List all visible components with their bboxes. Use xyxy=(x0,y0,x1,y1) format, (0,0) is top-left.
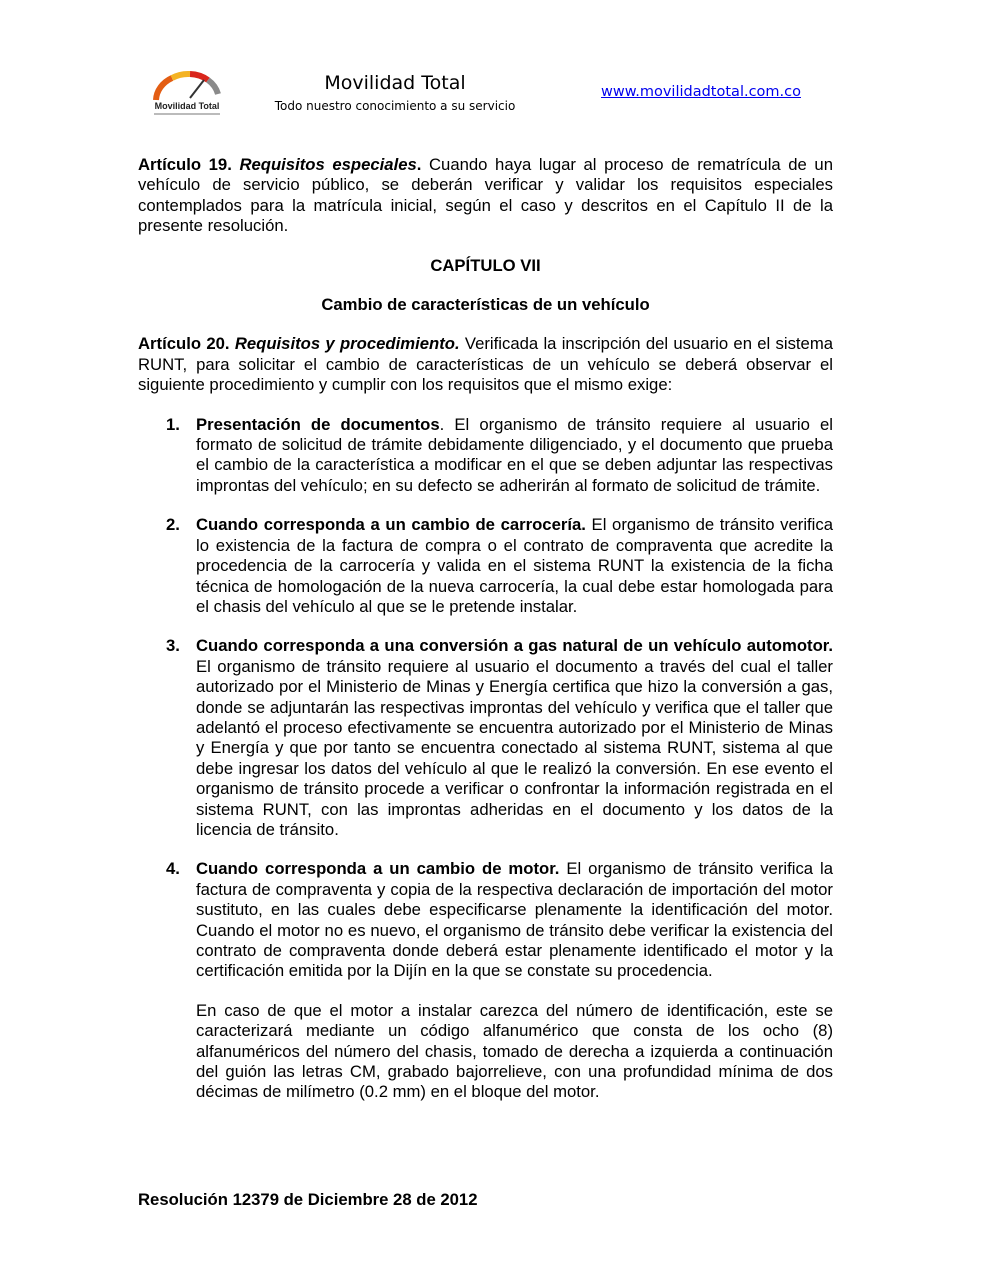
list-item-text: El organismo de tránsito verifica lo existencia de la factura de compra o el contrato de compraventa que acredite la procedencia de la carrocería y valida en el sistema RUNT la existencia de la ficha técnica de homologación de la nueva carrocería, la cual debe estar homologada para el chasis del vehículo al que se le pretende instalar. xyxy=(196,515,833,616)
article-20 xyxy=(138,334,833,395)
article-20-title: Requisitos y procedimiento. xyxy=(234,334,460,354)
article-19: Artículo 19. Requisitos especiales. Cuando haya lugar al proceso de rematrícula de un vehículo de servicio público, se deberán verificar y validar los requisitos especiales contemplados para la matrícula inicial, según el caso y descritos en el Capítulo II de la presente resolución. xyxy=(138,155,833,236)
chapter-title: CAPÍTULO VII xyxy=(430,255,541,275)
header-title: Movilidad Total xyxy=(324,72,466,94)
list-item xyxy=(138,515,833,617)
article-20-label: Artículo 20. xyxy=(138,334,230,354)
article-19-title: Requisitos especiales xyxy=(239,155,417,174)
list-item-title: Presentación de documentos xyxy=(196,414,440,434)
article-20-text: Verificada la inscripción del usuario en el sistema RUNT, para solicitar el cambio de características de un vehículo se deberá observar el siguiente procedimiento y cumplir con los requisitos que el mismo exige: xyxy=(138,334,834,395)
footer-resolution: Resolución 12379 de Diciembre 28 de 2012 xyxy=(138,1190,478,1209)
list-item xyxy=(138,636,833,840)
movilidad-total-logo xyxy=(146,68,228,118)
list-item xyxy=(138,415,833,497)
list-item-number: 2. xyxy=(166,515,180,535)
list-item-title: Cuando corresponda a una conversión a gas natural de un vehículo automotor. xyxy=(196,636,833,656)
document-body xyxy=(138,155,833,1103)
logo-tagline-bar xyxy=(154,113,220,115)
chapter-subtitle: Cambio de características de un vehículo xyxy=(321,295,650,315)
article-19-text: Cuando haya lugar al proceso de rematrícula de un vehículo de servicio público, se deberán verificar y validar los requisitos especiales contemplados para la matrícula inicial, según el caso y descritos en el Capítulo II de la presente resolución. xyxy=(138,155,833,236)
list-item-text: El organismo de tránsito verifica la factura de compraventa y copia de la respectiva declaración de importación del motor sustituto, en las cuales debe especificarse plenamente la identificación del motor. Cuando el motor no es nuevo, el organismo de tránsito debe verificar la existencia del contrato de compraventa donde deberá estar plenamente identificado el motor y la certificación emitida por la Dijín en la que se constate su procedencia. xyxy=(196,859,834,981)
list-item-title: Cuando corresponda a un cambio de carrocería. xyxy=(196,515,586,535)
article-19-label: Artículo 19. xyxy=(138,155,232,174)
logo-text: Movilidad Total xyxy=(154,101,220,111)
list-item-number: 3. xyxy=(166,636,180,656)
list-item-text: . El organismo de tránsito requiere al usuario el formato de solicitud de trámite debidamente diligenciado, y el documento que prueba el cambio de la característica a modificar en el que se deben adjuntar las respectivas improntas del vehículo; en su defecto se adherirán al formato de solicitud de trámite. xyxy=(196,414,833,495)
list-item-number: 1. xyxy=(166,414,180,434)
header-website-link[interactable]: www.movilidadtotal.com.co xyxy=(601,84,801,100)
list-item-number: 4. xyxy=(166,859,180,879)
motor-identification-paragraph: En caso de que el motor a instalar carezca del número de identificación, este se caracterizará mediante un código alfanumérico que consta de los ocho (8) alfanuméricos del número del chasis, tomado de derecha a izquierda a continuación del guión las letras CM, grabado bajorrelieve, con una profundidad mínima de dos décimas de milímetro (0.2 mm) en el bloque del motor. xyxy=(196,1000,833,1102)
list-item-text: El organismo de tránsito requiere al usuario el documento a través del cual el taller autorizado por el Ministerio de Minas y Energía certifica que hizo la conversión a gas, donde se adjuntarán las respectivas improntas del vehículo y verifica que el taller que adelantó el proceso efectivamente se encuentra autorizado por el Ministerio de Minas y Energía y que por tanto se encuentra conectado al sistema RUNT, sistema al que debe ingresar los datos del vehículo al que le realizó la conversión. En ese evento el organismo de tránsito procede a verificar o confrontar la información registrada en el sistema RUNT, con las improntas adheridas en el documento y los datos de la licencia de tránsito. xyxy=(196,656,833,839)
list-item-title: Cuando corresponda a un cambio de motor. xyxy=(196,859,560,879)
logo-arc-icon xyxy=(146,68,228,104)
list-item xyxy=(138,859,833,981)
requirements-list xyxy=(138,415,833,982)
header-subtitle: Todo nuestro conocimiento a su servicio xyxy=(274,99,516,113)
